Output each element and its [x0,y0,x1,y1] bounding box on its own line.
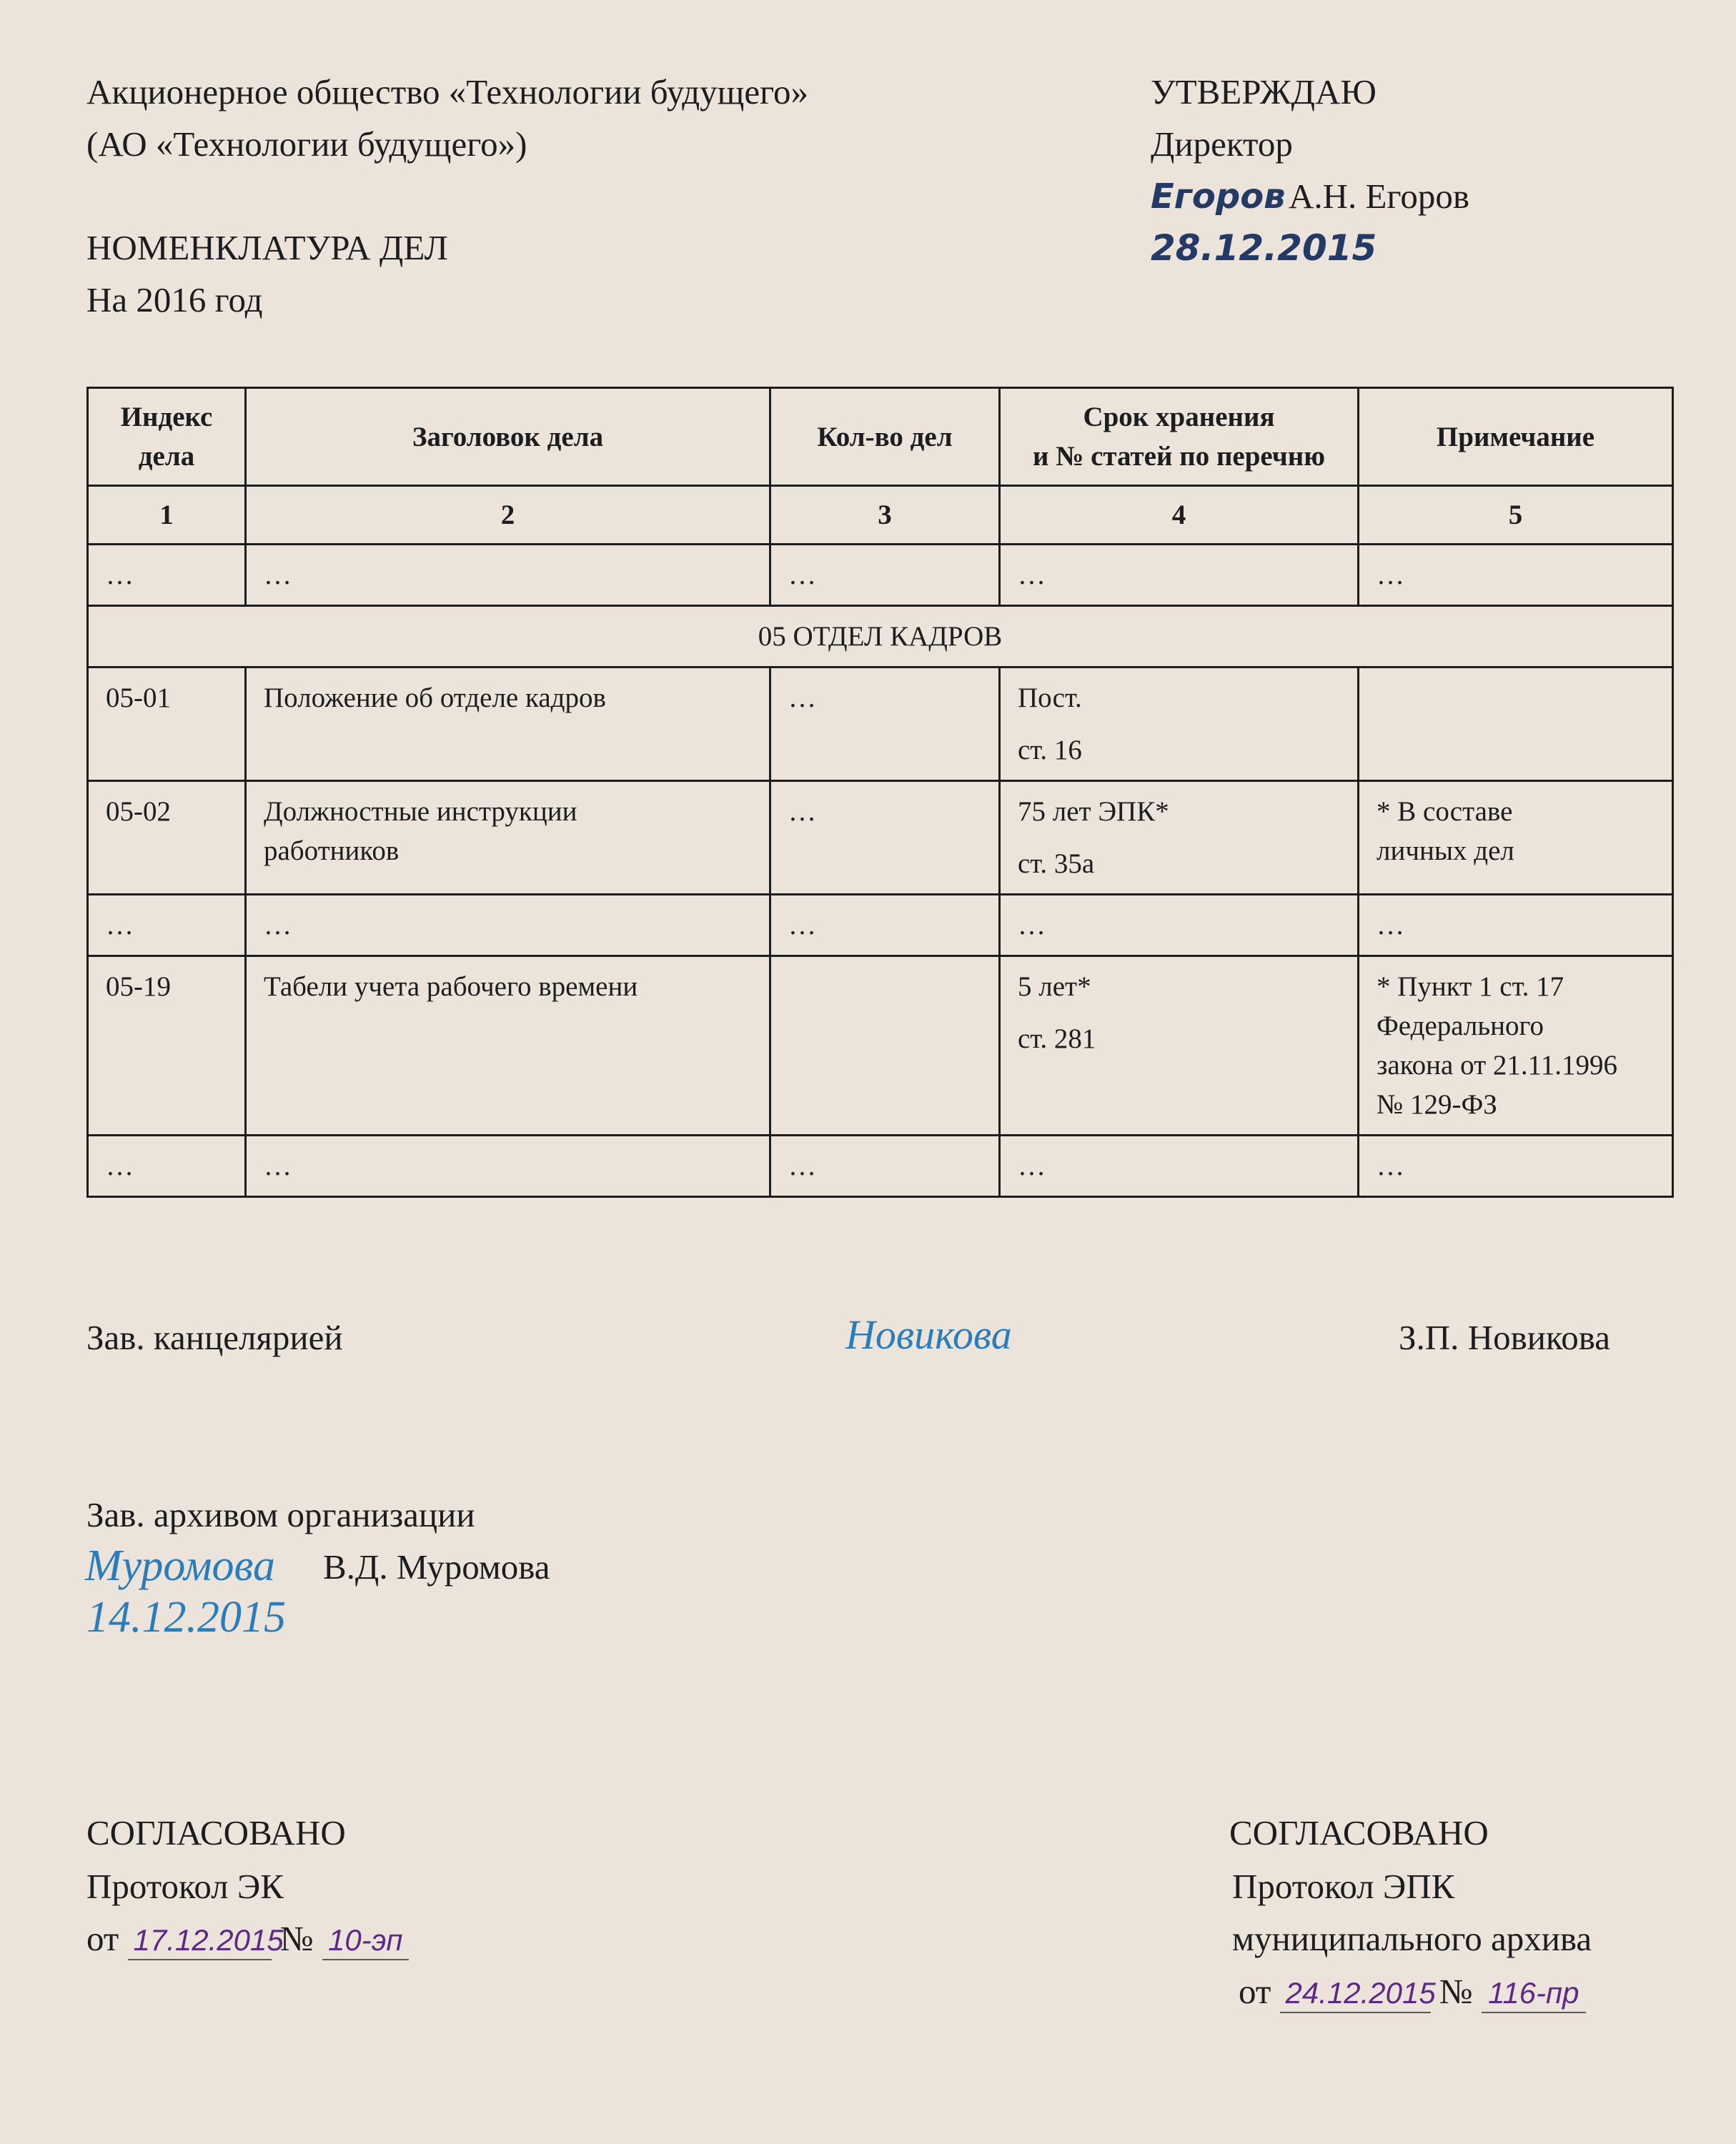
row-title: Положение об отделе кадров [246,667,770,781]
column-number: 2 [246,486,770,545]
column-number-row [88,486,1673,545]
row-title: Табели учета рабочего времени [246,956,770,1136]
row-retention: Пост. ст. 16 [1000,667,1359,781]
row-index: 05-01 [88,667,246,781]
ellipsis-cell: … [770,895,1000,956]
office-head-signature: Новикова [845,1311,1012,1358]
row-index: 05-19 [88,956,246,1136]
ellipsis-cell: … [246,545,770,606]
org-short-name: (АО «Технологии будущего») [86,124,527,164]
ellipsis-row [88,1136,1673,1197]
agreed-left-protocol: Протокол ЭК [86,1867,284,1906]
table-header-row [88,388,1673,486]
document-title: НОМЕНКЛАТУРА ДЕЛ [86,228,448,267]
agreed-right-protocol-line1: Протокол ЭПК [1232,1867,1455,1906]
row-retention: 5 лет* ст. 281 [1000,956,1359,1136]
approval-label: УТВЕРЖДАЮ [1151,72,1377,111]
ellipsis-cell: … [1000,1136,1359,1197]
archive-head-name: В.Д. Муромова [323,1547,550,1587]
agreed-right-number: 116-пр [1482,1975,1586,2013]
nomenclature-table [86,387,1674,1198]
archive-head-position: Зав. архивом организации [86,1495,475,1534]
header-count: Кол-во дел [770,388,1000,486]
column-number: 5 [1359,486,1673,545]
row-note [1359,667,1673,781]
ellipsis-cell: … [88,895,246,956]
table-row [88,667,1673,781]
approval-date: 28.12.2015 [1151,227,1377,269]
document-year: На 2016 год [86,280,263,319]
ellipsis-cell: … [1359,895,1673,956]
ellipsis-row [88,545,1673,606]
office-head-name: З.П. Новикова [1399,1318,1610,1357]
agreed-left-details: от 17.12.2015 № 10-эп [86,1912,409,1965]
table-row [88,781,1673,895]
section-heading: 05 ОТДЕЛ КАДРОВ [88,606,1673,667]
row-note: * В составе личных дел [1359,781,1673,895]
ellipsis-cell: … [246,1136,770,1197]
ellipsis-row [88,895,1673,956]
ellipsis-cell: … [770,545,1000,606]
agreed-left-number: 10-эп [322,1922,409,1960]
ellipsis-cell: … [1000,895,1359,956]
ellipsis-cell: … [770,1136,1000,1197]
ellipsis-cell: … [88,1136,246,1197]
column-number: 4 [1000,486,1359,545]
ellipsis-cell: … [88,545,246,606]
agreed-right-date: 24.12.2015 [1280,1975,1431,2013]
approval-position: Директор [1151,124,1293,164]
org-full-name: Акционерное общество «Технологии будущего» [86,72,809,111]
archive-head-date: 14.12.2015 [86,1593,286,1642]
director-name: А.Н. Егоров [1289,177,1469,216]
header-retention: Срок хранения и № статей по перечню [1000,388,1359,486]
row-title: Должностные инструкции работников [246,781,770,895]
agreed-left-date: 17.12.2015 [128,1922,272,1960]
agreed-right-protocol-line2: муниципального архива [1232,1919,1592,1958]
ellipsis-cell: … [1359,545,1673,606]
ellipsis-cell: … [246,895,770,956]
office-head-position: Зав. канцелярией [86,1318,343,1357]
agreed-right-details: от 24.12.2015 № 116-пр [1239,1965,1586,2018]
header-index: Индекс дела [88,388,246,486]
row-count: … [770,781,1000,895]
header-title: Заголовок дела [246,388,770,486]
row-count [770,956,1000,1136]
row-note: * Пункт 1 ст. 17 Федерального закона от 21.11.1996 № 129-ФЗ [1359,956,1673,1136]
row-retention: 75 лет ЭПК* ст. 35а [1000,781,1359,895]
row-count: … [770,667,1000,781]
ellipsis-cell: … [1000,545,1359,606]
ellipsis-cell: … [1359,1136,1673,1197]
header-note: Примечание [1359,388,1673,486]
agreed-left-label: СОГЛАСОВАНО [86,1813,346,1852]
director-signature: Егоров [1151,177,1286,217]
agreed-right-label: СОГЛАСОВАНО [1229,1813,1489,1852]
section-row [88,606,1673,667]
archive-head-signature: Муромова [85,1542,276,1590]
column-number: 1 [88,486,246,545]
column-number: 3 [770,486,1000,545]
table-row [88,956,1673,1136]
row-index: 05-02 [88,781,246,895]
